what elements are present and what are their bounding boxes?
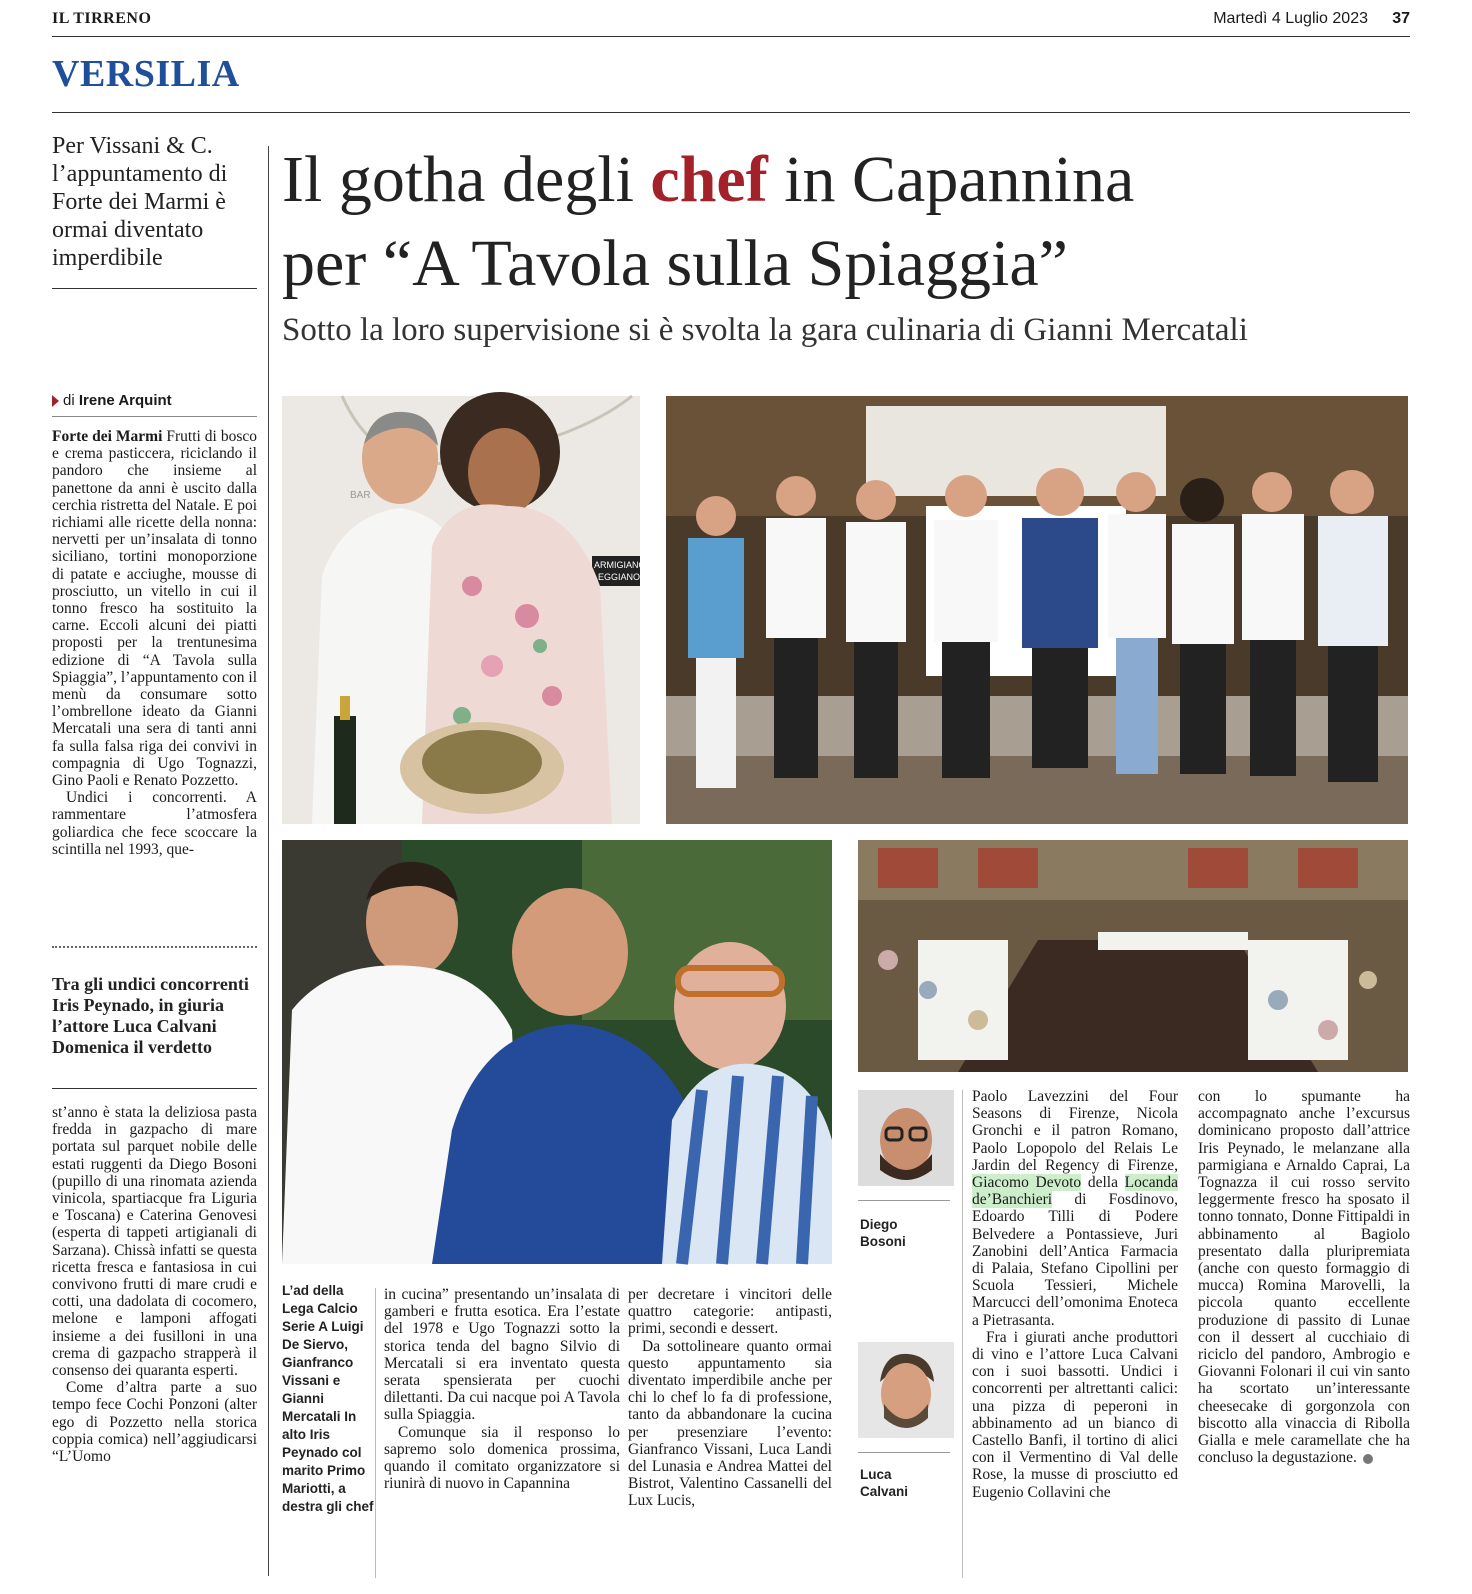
portrait-luca-calvani <box>858 1342 954 1438</box>
issue-date: Martedì 4 Luglio 2023 <box>1213 10 1368 27</box>
photo-illustration <box>282 396 646 824</box>
kicker-rule <box>52 288 257 289</box>
photo-capannina-hall <box>858 840 1408 1072</box>
article-column-2 <box>384 1286 620 1492</box>
headline <box>282 138 1412 306</box>
author-rule <box>858 1452 950 1453</box>
article-column-3 <box>628 1286 832 1510</box>
page-number: 37 <box>1392 10 1410 27</box>
byline <box>52 392 172 409</box>
author-rule <box>858 1200 950 1201</box>
paragraph: per decretare i vincitori delle quattro categorie: antipasti, primi, secondi e dessert. <box>628 1286 832 1338</box>
banner-text: ARMIGIANO <box>594 560 646 570</box>
highlight-chef-name: Giacomo Devoto <box>972 1174 1082 1192</box>
banner-text: BAR <box>350 490 371 501</box>
headline-highlight: chef <box>650 143 768 216</box>
masthead: IL TIRRENO <box>52 10 152 27</box>
column-divider <box>268 146 269 1576</box>
paragraph: st’anno è stata la deliziosa pasta fredda in gazpacho di mare portata sul parquet nobile delle estati ruggenti da Diego Bosoni (pupillo di una rinomata azienda vinicola, spartiacque fra Liguria e Toscana) e Caterina Genovesi (esperta di tappeti artigianali di Sarzana). Chissà infatti se questa ricetta fresca e fantasiosa in cui convivono frutti di mare crudi e cotti, una dadolata di cocomero, melone e lamponi affogati insieme a dei fusilloni in una crema di gazpacho strapperà il consenso dei quaranta esperti. <box>52 1104 257 1380</box>
dateline: Forte dei Marmi <box>52 428 163 445</box>
byline-author: Irene Arquint <box>78 392 172 409</box>
header-rule <box>52 36 1410 37</box>
paragraph: Da sottolineare quanto ormai questo appuntamento sia diventato imperdibile anche per chi lo chef lo fa di professione, tanto da abbandonare la cucina per presenziare l’evento: Gianfranco Vissani, Luca Landi del Lunasia e Andrea Mattei del Bistrot, Valentino Cassanelli del Lux Lucis, <box>628 1337 832 1510</box>
paragraph: Paolo Lavezzini del Four Seasons di Firenze, Nicola Gronchi e il patron Romano, Paolo Lopopolo del Relais Le Jardin del Regency di Firenze, <box>972 1088 1178 1174</box>
column-divider <box>962 1090 963 1578</box>
byline-prefix: di <box>63 392 75 409</box>
photo-illustration <box>858 840 1408 1072</box>
section-rule <box>52 112 1410 113</box>
photo-caption: L’ad della Lega Calcio Serie A Luigi De Siervo, Gianfranco Vissani e Gianni Mercatali In alto Iris Peynado col marito Primo Mariotti, a destra gli chef <box>282 1283 374 1514</box>
paragraph: Fra i giurati anche produttori di vino e l’attore Luca Calvani con i suoi bassotti. Undici i concorrenti per altrettanti calici: una pizza di peperoni in abbinamento ad un bianco di Castello Banfi, il tortino di alici con il Vermentino di Val delle Rose, la musse di prosciutto ed Eugenio Collavini che <box>972 1328 1178 1501</box>
highlight-restaurant: Locanda de’Banchieri <box>972 1174 1178 1209</box>
avatar <box>858 1090 954 1186</box>
paragraph: Come d’altra parte a suo tempo fece Cochi Ponzoni (alter ego di Pozzetto nella storica coppia comica) nell’aggiudicarsi “L’Uomo <box>52 1379 257 1466</box>
paragraph: Undici i concorrenti. A rammentare l’atmosfera goliardica che fece scoccare la scintilla nel 1993, que- <box>52 789 257 858</box>
photo-iris-peynado <box>282 396 646 824</box>
photo-illustration <box>282 840 832 1264</box>
photo-illustration <box>666 396 1408 824</box>
paragraph: della <box>1081 1174 1125 1192</box>
article-column-1 <box>52 428 257 858</box>
banner-text: EGGIANO <box>598 572 641 582</box>
article-column-1b <box>52 1104 257 1465</box>
paragraph: di Fosdinovo, Edoardo Tilli di Podere Belvedere a Pontassieve, Juri Zanobini dell’Antica Farmacia di Palaia, Stefano Cipollini per Scuola Tessieri, Michele Marcucci dell’omonima Enoteca a Pietrasanta. <box>972 1191 1178 1329</box>
portrait-diego-bosoni <box>858 1090 954 1186</box>
byline-rule <box>52 416 257 417</box>
paragraph: Frutti di bosco e crema pasticcera, riciclando il pandoro che insieme al panettone da anni è uscito dalla cerchia ristretta del Natale. E poi richiami alle ricette della nonna: nervetti per un’insalata di tonno siciliano, tortini monoporzione di patate e acciughe, mousse di prosciutto, un vitello in cui il tonno fresco ha sostituito la carne. Eccoli alcuni dei piatti proposti per la trentunesima edizione di “A Tavola sulla Spiaggia”, l’appuntamento con il menù da consumare sotto l’ombrellone ideato da Gianni Mercatali una sera di tanti anni fa sulla falsa riga dei convivi in compagnia di Ugo Tognazzi, Gino Paoli e Renato Pozzetto. <box>52 428 258 790</box>
kicker: Per Vissani & C. l’appuntamento di Forte dei Marmi è ormai diventato imperdibile <box>52 133 228 271</box>
pullquote-rule <box>52 1088 257 1089</box>
headline-line2: per “A Tavola sulla Spiaggia” <box>282 227 1068 300</box>
article-column-5 <box>1198 1088 1410 1466</box>
photo-chefs-group <box>666 396 1408 824</box>
paragraph: con lo spumante ha accompagnato anche l’excursus dominicano proposto dall’attrice Iris Peynado, le melanzane alla parmigiana e Arnaldo Caprai, La Tognazza il cui rosso servito leggermente fresco ha sposato il tonno tonnato, Donne Fittipaldi in abbinamento al Bagiolo presentato dalla pluripremiata (anche con questo formaggio di mucca) Romina Marovelli, la piccola quanto eccellente produzione di passito di Lunae con il dessert al cucchiaio di riciclo del pandoro, Ambrogio e Giovanni Folonari il cui vin santo ha scortato un’interessante cheesecake di gorgonzola con biscotto alla vinaccia di Ribolla Gialla e mele caramellate che ha concluso la degustazione. <box>1198 1088 1410 1467</box>
author-name-diego: Diego Bosoni <box>860 1217 906 1249</box>
pullquote: Tra gli undici concorrenti Iris Peynado, in giuria l’attore Luca Calvani Domenica il verdetto <box>52 974 249 1057</box>
author-name-luca: Luca Calvani <box>860 1467 909 1499</box>
photo-vissani-trio <box>282 840 832 1264</box>
headline-part: Il gotha degli <box>282 143 651 216</box>
subheadline: Sotto la loro supervisione si è svolta la gara culinaria di Gianni Mercatali <box>282 312 1248 348</box>
dotted-separator <box>52 946 257 948</box>
caption-divider <box>375 1288 376 1578</box>
paragraph: Comunque sia il responso lo sapremo solo domenica prossima, quando il comitato organizzatore si riunirà di nuovo in Capannina <box>384 1423 620 1493</box>
section-title: VERSILIA <box>52 53 240 95</box>
byline-marker-icon <box>52 395 59 407</box>
paragraph: in cucina” presentando un’insalata di gamberi e frutta esotica. Era l’estate del 1978 e Ugo Tognazzi sotto la storica tenda del bagno Silvio di Mercatali si era inventato questa serata spensierata per cuochi dilettanti. Da cui nacque poi A Tavola sulla Spiaggia. <box>384 1286 620 1424</box>
article-column-4 <box>972 1088 1178 1501</box>
avatar <box>858 1342 954 1438</box>
end-mark-icon <box>1363 1454 1373 1464</box>
headline-part: in Capannina <box>767 143 1135 216</box>
